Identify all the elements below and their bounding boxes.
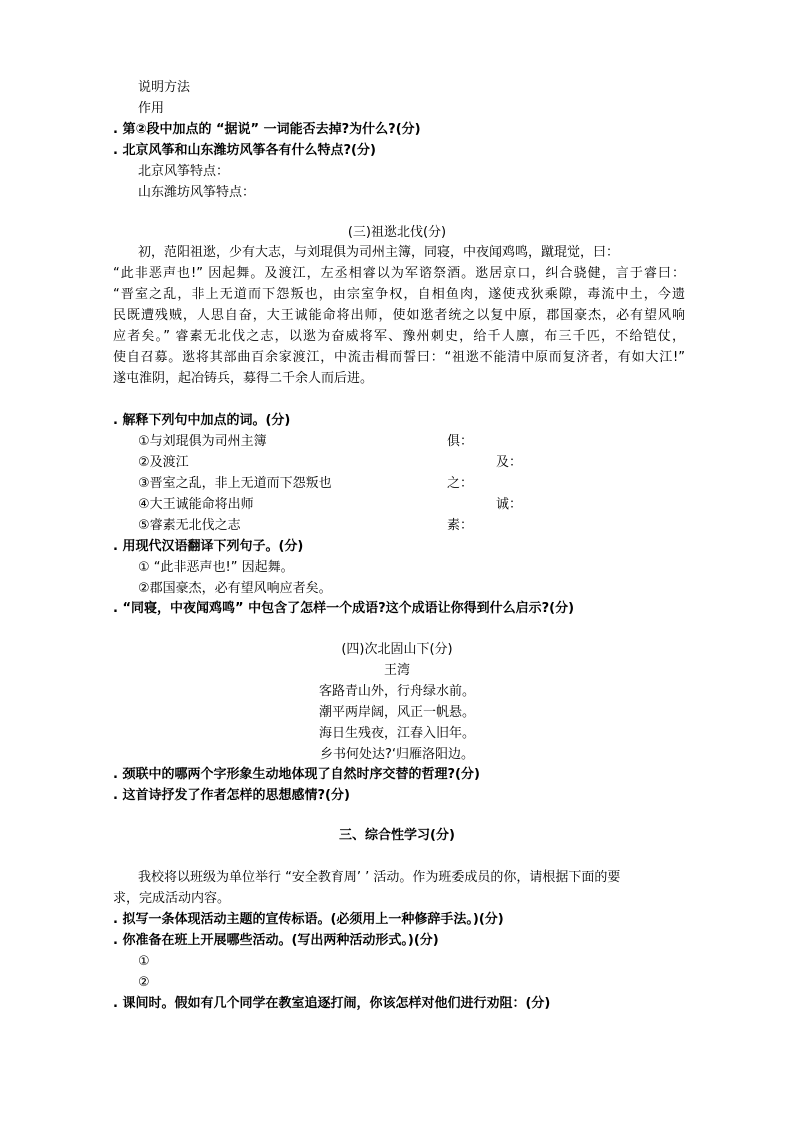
intro-line: 我校将以班级为单位举行 “安全教育周’ ’ 活动。作为班委成员的你，请根据下面的要 <box>138 870 621 885</box>
translate-item: ① “此非恶声也!” 因起舞。 <box>138 560 294 575</box>
explain-word: 俱： <box>447 434 474 449</box>
question-couplet: . 颈联中的哪两个字形象生动地体现了自然时序交替的哲理?(分) <box>113 767 480 782</box>
activity-mark: ② <box>138 975 150 990</box>
section3-title: (三)祖逖北伐(分) <box>347 225 447 240</box>
question-slogan: . 拟写一条体现活动主题的宣传标语。(必须用上一种修辞手法。)(分) <box>113 912 504 927</box>
explain-word: 之： <box>447 476 474 491</box>
activity-mark: ① <box>138 954 150 969</box>
translate-item: ②郡国豪杰，必有望风响应者矣。 <box>138 581 332 596</box>
question-activities: . 你准备在班上开展哪些活动。(写出两种活动形式。)(分) <box>113 933 439 948</box>
question-feeling: . 这首诗抒发了作者怎样的思想感情?(分) <box>113 788 350 803</box>
passage-line: 遂屯淮阴，起冶铸兵，募得二千余人而后进。 <box>113 371 374 386</box>
explain-word: 素： <box>447 518 474 533</box>
poem-line: 海日生残夜，江春入旧年。 <box>318 726 475 741</box>
passage-line: “晋室之乱，非上无道而下怨叛也，由宗室争权，自相鱼肉，遂使戎狄乘隙，毒流中土，今遗 <box>113 287 685 302</box>
explain-sentence: ④大王诚能命将出师 <box>138 497 254 512</box>
passage-line: 使自召募。逖将其部曲百余家渡江，中流击楫而誓曰：“祖逖不能清中原而复济者，有如大江!” <box>113 350 685 365</box>
explain-word: 及： <box>496 455 523 470</box>
passage-line: 民既遭残贼，人思自奋，大王诚能命将出师，使如逖者统之以复中原，郡国豪杰，必有望风响 <box>113 308 685 323</box>
question-kite: . 北京风筝和山东潍坊风筝各有什么特点?(分) <box>113 143 376 158</box>
question-idiom: . “同寝，中夜闻鸡鸣” 中包含了怎样一个成语?这个成语让你得到什么启示?(分) <box>113 601 575 616</box>
weifang-kite-label: 山东潍坊风筝特点： <box>138 185 256 200</box>
explain-sentence: ③晋室之乱，非上无道而下怨叛也 <box>138 476 332 491</box>
effect-label: 作用 <box>138 101 165 116</box>
poem-line: 潮平两岸阔，风正一帆悬。 <box>318 705 475 720</box>
passage-line: “此非恶声也!” 因起舞。及渡江，左丞相睿以为军谘祭酒。逖居京口，纠合骁健，言于睿曰： <box>113 266 685 281</box>
intro-line: 求，完成活动内容。 <box>113 891 231 906</box>
question-explain: . 解释下列句中加点的词。(分) <box>113 413 291 428</box>
explain-word: 诚： <box>496 497 523 512</box>
section4-title: (四)次北固山下(分) <box>341 642 453 657</box>
explain-sentence: ①与刘琨俱为司州主簿 <box>138 434 267 449</box>
question-persuade: . 课间时。假如有几个同学在教室追逐打闹，你该怎样对他们进行劝阻：(分) <box>113 996 551 1011</box>
method-label: 说明方法 <box>138 80 191 95</box>
beijing-kite-label: 北京风筝特点： <box>138 164 230 179</box>
explain-sentence: ⑤睿素无北伐之志 <box>138 518 241 533</box>
poem-author: 王湾 <box>383 663 410 678</box>
poem-line: 客路青山外，行舟绿水前。 <box>318 684 475 699</box>
passage-line: 初，范阳祖逖，少有大志，与刘琨俱为司州主簿，同寝，中夜闻鸡鸣，蹴琨觉，曰： <box>138 245 620 260</box>
explain-sentence: ②及渡江 <box>138 455 189 470</box>
poem-line: 乡书何处达?‘归雁洛阳边。 <box>319 747 475 762</box>
question-jushuo: . 第②段中加点的 “据说” 一词能否去掉?为什么?(分) <box>113 122 421 137</box>
passage-line: 应者矣。” 睿素无北伐之志，以逖为奋威将军、豫州刺史，给千人廪，布三千匹，不给铠仗， <box>113 329 685 344</box>
part3-title: 三、综合性学习(分) <box>339 828 455 843</box>
question-translate: . 用现代汉语翻译下列句子。(分) <box>113 539 304 554</box>
